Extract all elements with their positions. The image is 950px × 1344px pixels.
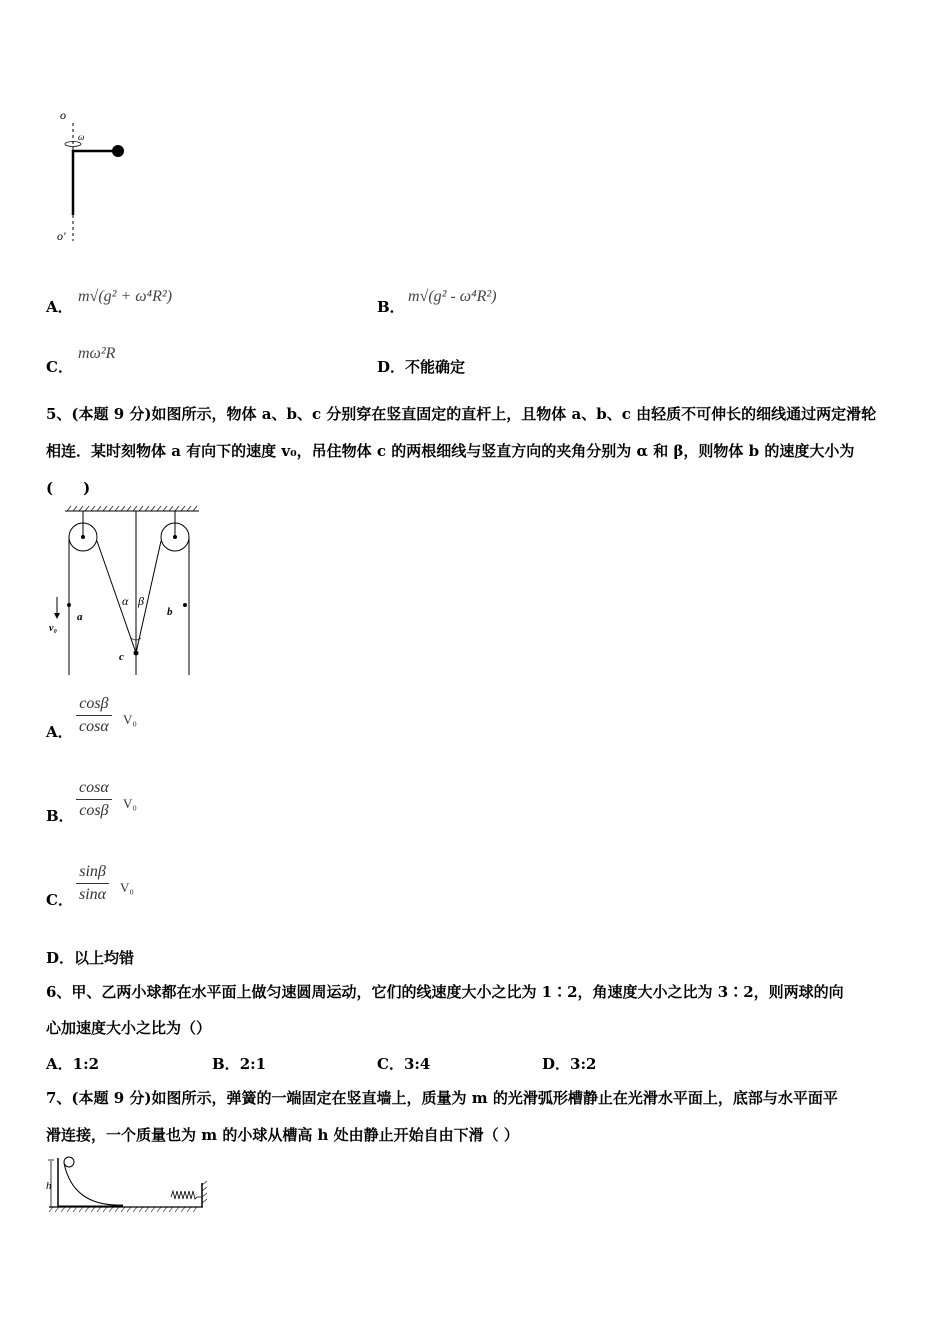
- fraction-bar: [76, 715, 112, 716]
- q5-option-a-suffix: V₀: [123, 712, 137, 727]
- ball: [64, 1157, 74, 1167]
- numerator: cosα: [79, 779, 109, 796]
- q6-stem-line1: 6、甲、乙两小球都在水平面上做匀速圆周运动，它们的线速度大小之比为 1∶2，角速度大小之比为 3∶2，则两球的向: [46, 983, 844, 1001]
- q4-option-a: [46, 296, 73, 317]
- label-alpha: α: [122, 594, 129, 608]
- option-label: C．: [46, 891, 73, 909]
- option-text: 不能确定: [405, 358, 466, 376]
- denominator: sinα: [79, 886, 107, 903]
- string-left: [97, 541, 136, 653]
- q6-option-d: [542, 1053, 596, 1074]
- spring: [171, 1191, 201, 1199]
- label-beta: β: [138, 594, 144, 608]
- denominator: cosβ: [79, 802, 109, 819]
- q7-stem-line2: 滑连接，一个质量也为 m 的小球从槽高 h 处由静止开始自由下滑（ ）: [46, 1126, 519, 1144]
- label-a: a: [77, 611, 83, 623]
- q7-stem-line1: 7、(本题 9 分)如图所示，弹簧的一端固定在竖直墙上，质量为 m 的光滑弧形槽静止在光滑水平面上，底部与水平面平: [46, 1089, 838, 1107]
- label-v0: v₀: [49, 623, 57, 634]
- q4-option-d: [377, 356, 465, 377]
- denominator: cosα: [79, 718, 109, 735]
- q4-label-omega: ω: [78, 132, 85, 142]
- pulley-right-axle: [173, 535, 177, 539]
- q4-option-b-formula: m√(g² - ω⁴R²): [408, 288, 497, 305]
- option-text: 3:2: [570, 1055, 597, 1073]
- option-label: C．: [46, 358, 73, 376]
- numerator: sinβ: [79, 863, 106, 880]
- q6-option-b: [212, 1053, 266, 1074]
- option-label: C．: [377, 1055, 404, 1073]
- ball: [112, 145, 124, 157]
- option-label: B．: [377, 298, 405, 316]
- q5-stem-line1: 5、(本题 9 分)如图所示，物体 a、b、c 分别穿在竖直固定的直杆上，且物体 a、b、c 由轻质不可伸长的细线通过两定滑轮: [46, 405, 877, 423]
- q4-option-c-formula: mω²R: [78, 345, 116, 362]
- pulley-left-axle: [81, 535, 85, 539]
- slot-curve: [64, 1163, 123, 1205]
- fraction-bar: [76, 799, 112, 800]
- q4-rotation-figure: [50, 105, 140, 245]
- q7-slope-figure: [45, 1155, 210, 1217]
- option-text: 3:4: [403, 1055, 431, 1073]
- q5-option-d: [46, 947, 134, 968]
- option-label: B．: [46, 807, 74, 825]
- mass-a: [67, 603, 71, 607]
- q5-stem-line2: 相连．某时刻物体 a 有向下的速度 v₀，吊住物体 c 的两根细线与竖直方向的夹角分别为 α 和 β，则物体 b 的速度大小为: [46, 442, 855, 460]
- q5-option-a-fraction: [76, 695, 112, 736]
- ceiling-hatch: [67, 506, 197, 511]
- option-text: 1:2: [72, 1055, 100, 1073]
- option-text: 2:1: [239, 1055, 267, 1073]
- q5-option-b-fraction: [76, 779, 112, 820]
- q6-stem-line2: 心加速度大小之比为（）: [46, 1019, 212, 1037]
- option-text: 以上均错: [74, 949, 135, 967]
- q5-option-c-suffix: V₀: [120, 880, 134, 895]
- q5-option-c-fraction: [76, 863, 109, 904]
- q5-option-a: [46, 721, 73, 742]
- label-b: b: [167, 606, 173, 618]
- velocity-arrowhead: [54, 613, 60, 619]
- q5-stem-line3: ( ): [46, 479, 91, 497]
- q4-label-top: o: [60, 108, 66, 122]
- q4-option-b: [377, 296, 405, 317]
- q4-option-a-formula: m√(g² + ω⁴R²): [78, 288, 173, 305]
- option-label: D．: [46, 949, 75, 967]
- fraction-bar: [76, 883, 109, 884]
- mass-c: [134, 651, 139, 656]
- q5-option-b: [46, 805, 74, 826]
- option-label: A．: [46, 723, 73, 741]
- mass-b: [183, 603, 187, 607]
- option-label: A．: [46, 298, 73, 316]
- numerator: cosβ: [79, 695, 109, 712]
- q4-label-bottom: o': [57, 229, 66, 243]
- option-label: A．: [46, 1055, 73, 1073]
- q6-option-c: [377, 1053, 430, 1074]
- option-label: D．: [542, 1055, 571, 1073]
- option-label: D．: [377, 358, 406, 376]
- ground-hatch: [49, 1207, 197, 1212]
- label-h: h: [46, 1180, 52, 1192]
- option-label: B．: [212, 1055, 240, 1073]
- q6-option-a: [46, 1053, 99, 1074]
- q5-pulley-figure: [45, 505, 205, 677]
- q4-option-c: [46, 356, 73, 377]
- q5-option-c: [46, 889, 73, 910]
- q5-option-b-suffix: V₀: [123, 796, 137, 811]
- label-c: c: [119, 651, 124, 663]
